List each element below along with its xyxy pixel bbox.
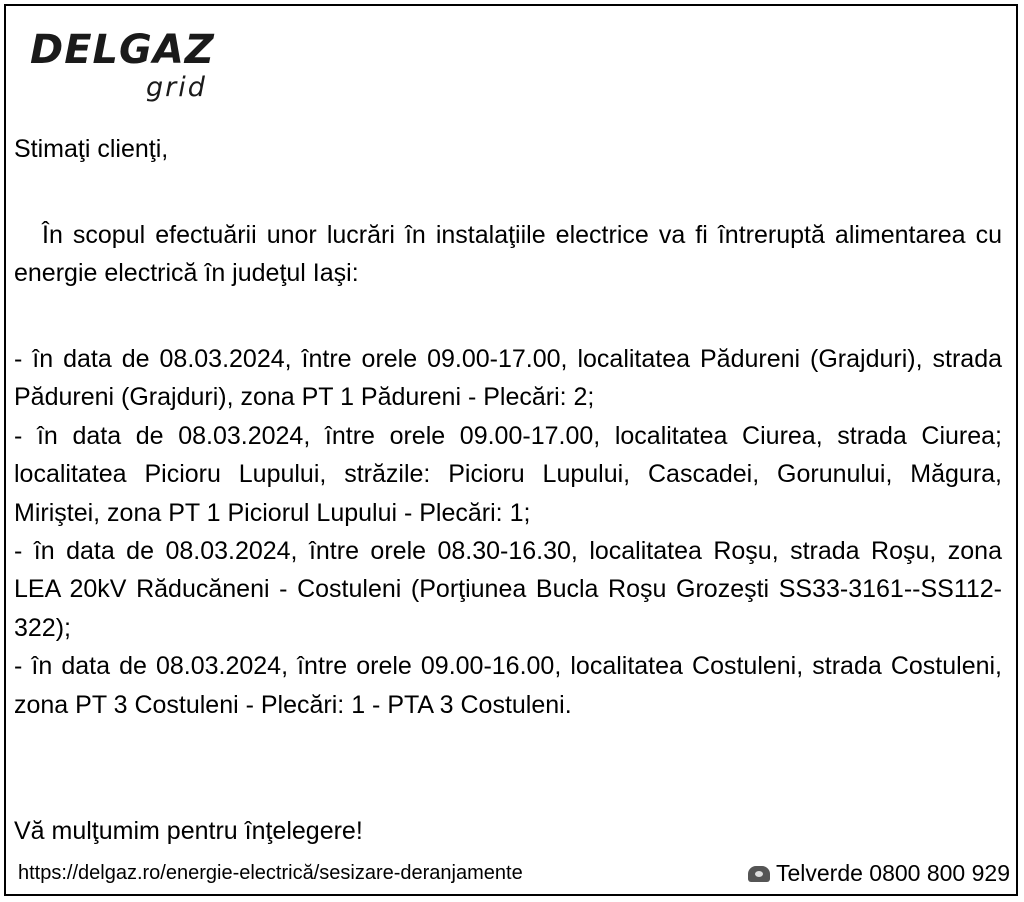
outage-item: - în data de 08.03.2024, între orele 08.30-16.30, localitatea Roşu, strada Roşu, zona LEA 20kV Răducăneni - Costuleni (Porţiunea Bucla Roşu Grozeşti SS33-3161--SS112-322); <box>14 537 1002 642</box>
delgaz-logo <box>30 27 215 103</box>
closing: Vă mulţumim pentru înţelegere! <box>14 817 363 845</box>
footer-url[interactable]: https://delgaz.ro/energie-electrică/sesizare-deranjamente <box>18 862 523 884</box>
footer-phone <box>748 860 1010 887</box>
logo-sub: grid <box>146 72 207 103</box>
outage-item: - în data de 08.03.2024, între orele 09.00-17.00, localitatea Ciurea, strada Ciurea; localitatea Picioru Lupului, străzile: Picioru Lupului, Cascadei, Gorunului, Măgura, Miriştei, zona PT 1 Piciorul Lupului - Plecări: 1; <box>14 421 1002 527</box>
greeting: Stimaţi clienţi, <box>14 135 169 163</box>
phone-number: Telverde 0800 800 929 <box>775 860 1010 886</box>
intro-paragraph: În scopul efectuării unor lucrări în instalaţiile electrice va fi întreruptă alimentarea cu energie electrică în judeţul Iaşi: <box>14 221 1002 288</box>
outage-list <box>14 340 1002 724</box>
outage-item: - în data de 08.03.2024, între orele 09.00-17.00, localitatea Pădureni (Grajduri), strada Pădureni (Grajduri), zona PT 1 Pădureni - Plecări: 2; <box>14 345 1002 412</box>
logo-brand: DELGAZ <box>30 27 215 73</box>
phone-icon <box>748 866 770 882</box>
outage-item: - în data de 08.03.2024, între orele 09.00-16.00, localitatea Costuleni, strada Costuleni, zona PT 3 Costuleni - Plecări: 1 - PTA 3 Costuleni. <box>14 652 1002 719</box>
